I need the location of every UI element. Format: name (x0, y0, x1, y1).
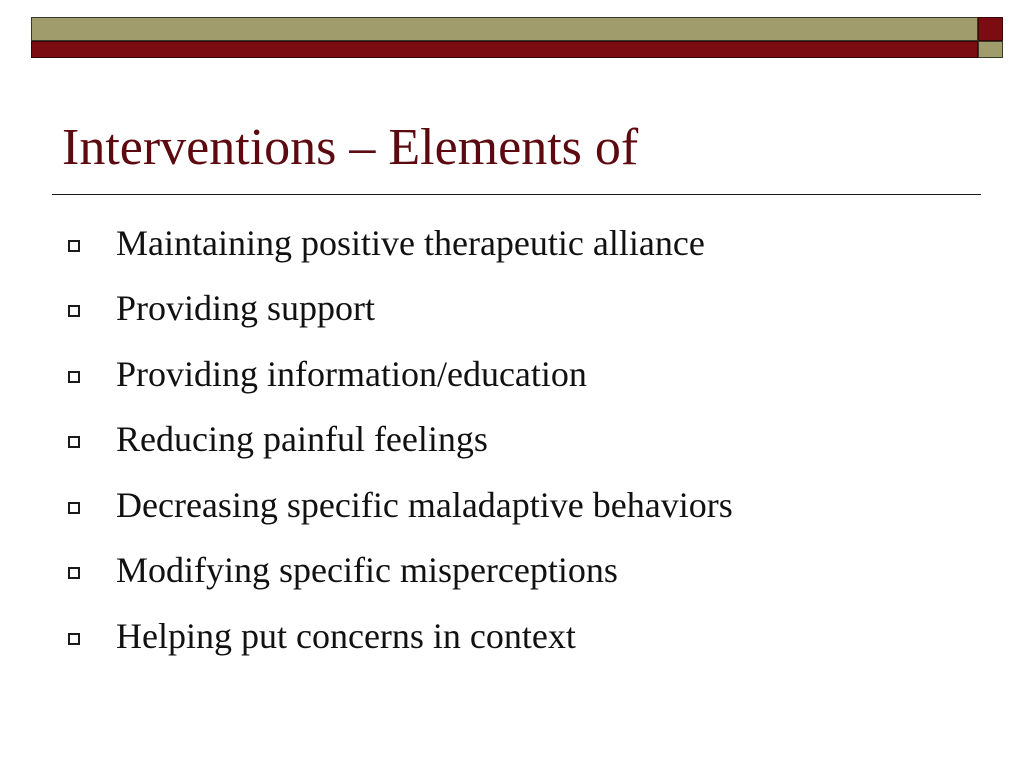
hollow-square-icon (68, 371, 80, 383)
bullet-text: Helping put concerns in context (116, 615, 576, 656)
title-divider (52, 194, 981, 195)
bullet-text: Decreasing specific maladaptive behaviors (116, 484, 733, 525)
bullet-item (64, 472, 733, 538)
header-bar-olive (31, 17, 978, 41)
header-square-olive (978, 41, 1003, 58)
bullet-item (64, 276, 733, 342)
bullet-text: Maintaining positive therapeutic alliance (116, 222, 705, 263)
bullet-text: Providing information/education (116, 353, 587, 394)
bullet-item (64, 407, 733, 473)
hollow-square-icon (68, 240, 80, 252)
hollow-square-icon (68, 502, 80, 514)
hollow-square-icon (68, 567, 80, 579)
header-square-maroon (978, 17, 1003, 41)
bullet-text: Reducing painful feelings (116, 419, 488, 460)
hollow-square-icon (68, 436, 80, 448)
slide-title: Interventions – Elements of (62, 119, 639, 176)
hollow-square-icon (68, 633, 80, 645)
bullet-item (64, 538, 733, 604)
bullet-item (64, 341, 733, 407)
bullet-list (64, 210, 733, 669)
header-bar-maroon (31, 41, 978, 58)
bullet-item (64, 603, 733, 669)
bullet-text: Modifying specific misperceptions (116, 550, 618, 591)
bullet-text: Providing support (116, 288, 376, 329)
bullet-item (64, 210, 733, 276)
hollow-square-icon (68, 305, 80, 317)
